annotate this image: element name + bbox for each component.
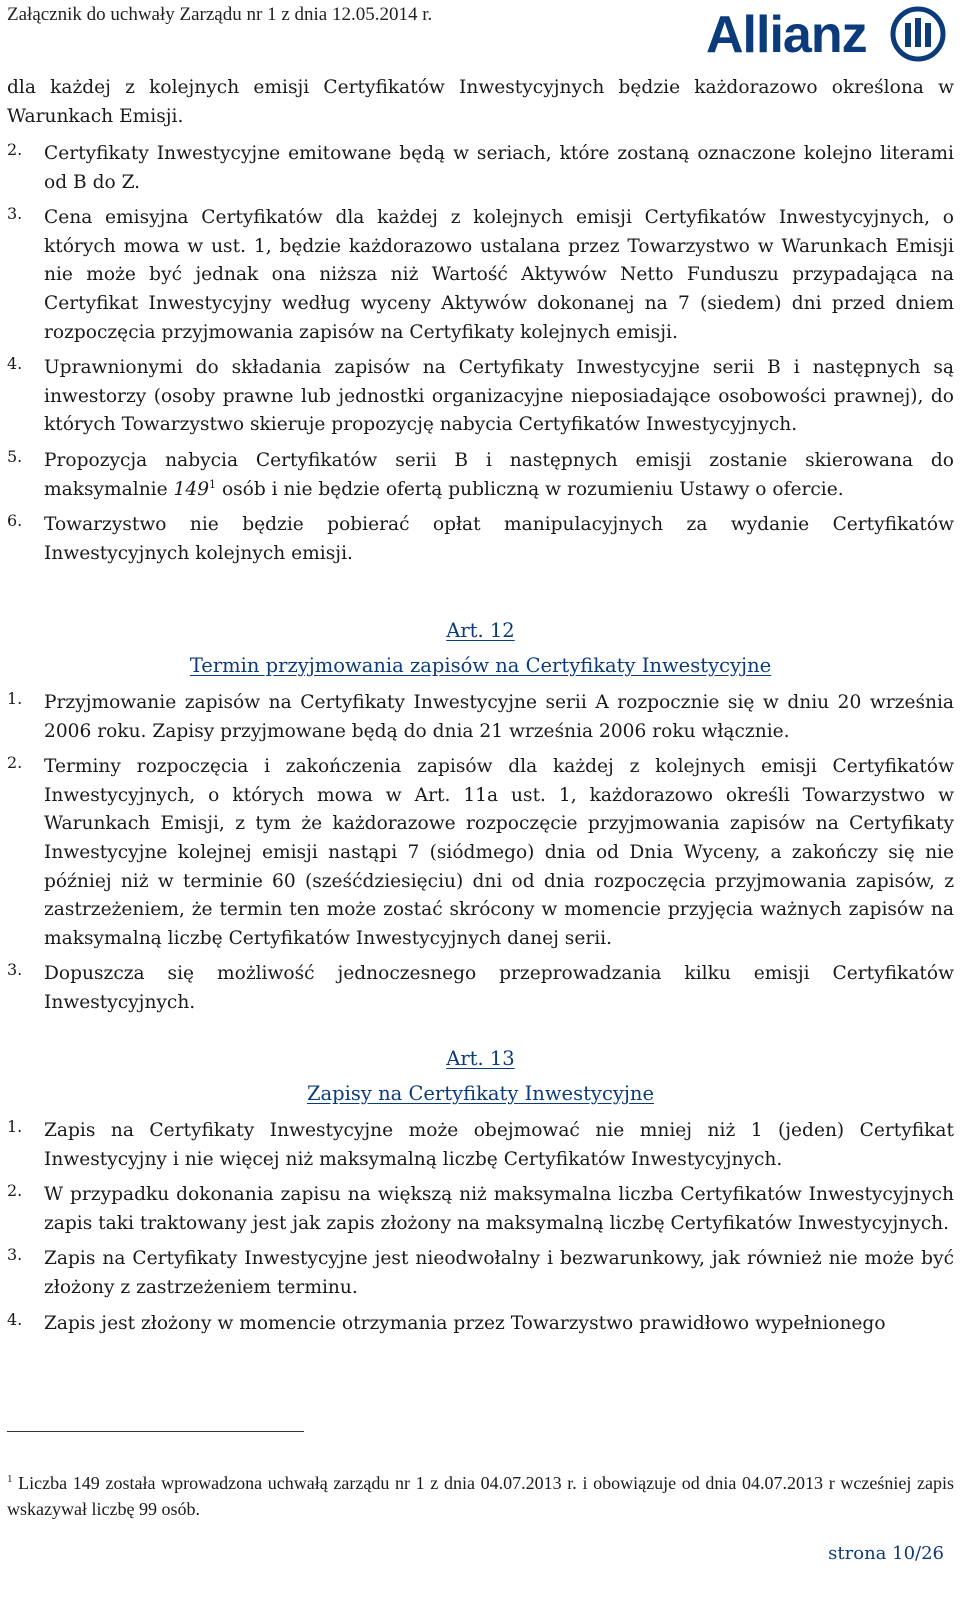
article-title: Zapisy na Certyfikaty Inwestycyjne [306, 1082, 655, 1105]
list-item [7, 447, 954, 504]
item-number: 3. [7, 1245, 23, 1265]
item-text: Zapis na Certyfikaty Inwestycyjne może obejmować nie mniej niż 1 (jeden) Certyfikat Inwestycyjny i nie więcej niż maksymalną liczbę Certyfikatów Inwestycyjnych. [44, 1120, 954, 1170]
allianz-eagle-icon [890, 6, 946, 62]
article-13 [7, 1044, 954, 1338]
footnote [7, 1470, 954, 1522]
item-text: Terminy rozpoczęcia i zakończenia zapisów dla każdej z kolejnych emisji Certyfikatów Inwestycyjnych, o których mowa w Art. 11a ust. 1, każdorazowo określi Towarzystwo w Warunkach Emisji, z tym że każdorazowe rozpoczęcie przyjmowania zapisów na Certyfikaty Inwestycyjne kolejnej emisji nastąpi 7 (siódmego) dnia od Dnia Wyceny, a zakończy się nie później niż w terminie 60 (sześćdziesięciu) dni od dnia rozpoczęcia przyjmowania zapisów, z zastrzeżeniem, że termin ten może zostać skrócony w momencie przyjęcia ważnych zapisów na maksymalną liczbę Certyfikatów Inwestycyjnych danej serii. [44, 756, 954, 949]
item-text: Towarzystwo nie będzie pobierać opłat manipulacyjnych za wydanie Certyfikatów Inwestycyjnych kolejnych emisji. [44, 514, 954, 564]
item-number: 4. [7, 1309, 23, 1329]
list-item [7, 1117, 954, 1174]
item-number: 1. [7, 689, 23, 708]
item-text: Cena emisyjna Certyfikatów dla każdej z kolejnych emisji Certyfikatów Inwestycyjnych, o których mowa w ust. 1, będzie każdorazowo ustalana przez Towarzystwo w Warunkach Emisji nie może być jednak ona niższa niż Wartość Aktywów Netto Funduszu przypadająca na Certyfikat Inwestycyjny według wyceny Aktywów dokonanej na 7 (siedem) dni przed dniem rozpoczęcia przyjmowania zapisów na Certyfikaty kolejnych emisji. [44, 207, 954, 343]
logo-wordmark: Allianz [706, 6, 867, 64]
item-number: 2. [7, 140, 23, 159]
list-item [7, 511, 954, 568]
attachment-note: Załącznik do uchwały Zarządu nr 1 z dnia 12.05.2014 r. [7, 4, 433, 25]
item-text: Dopuszcza się możliwość jednoczesnego przeprowadzania kilku emisji Certyfikatów Inwestycyjnych. [44, 963, 954, 1013]
item-number: 1. [7, 1117, 23, 1136]
intro-paragraph: dla każdej z kolejnych emisji Certyfikatów Inwestycyjnych będzie każdorazowo określona w Warunkach Emisji. [7, 77, 954, 127]
item-text: Zapis jest złożony w momencie otrzymania przez Towarzystwo prawidłowo wypełnionego [44, 1312, 886, 1334]
item-number: 5. [7, 446, 23, 466]
list-item [7, 1181, 954, 1238]
page-header [0, 0, 960, 70]
item-number: 2. [7, 753, 23, 773]
list-item [7, 204, 954, 347]
article-number: Art. 12 [446, 619, 515, 642]
item-text-part: Propozycja nabycia Certyfikatów serii B i następnych emisji zostanie skierowana do maksymalnie [44, 449, 954, 500]
footnote-divider [7, 1431, 304, 1432]
page-number: strona 10/26 [828, 1543, 944, 1564]
item-number: 3. [7, 960, 23, 980]
item-number: 4. [7, 354, 23, 374]
item-text: Uprawnionymi do składania zapisów na Certyfikaty Inwestycyjne serii B i następnych są inwestorzy (osoby prawne lub jednostki organizacyjne nieposiadające osobowości prawnej), do których Towarzystwo skieruje propozycję nabycia Certyfikatów Inwestycyjnych. [44, 357, 954, 436]
list-item [7, 140, 954, 197]
max-count-value: 149 [173, 478, 210, 500]
item-number: 6. [7, 511, 23, 531]
footnote-text: Liczba 149 została wprowadzona uchwałą zarządu nr 1 z dnia 04.07.2013 r. i obowiązuje od dnia 04.07.2013 r wcześniej zapis wskazywał liczbę 99 osób. [7, 1473, 954, 1519]
list-item [7, 753, 954, 953]
item-text-part: osób i nie będzie ofertą publiczną w rozumieniu Ustawy o ofercie. [216, 478, 844, 500]
item-text [44, 447, 954, 504]
list-item [7, 689, 954, 746]
footnote-marker: 1 [7, 1473, 13, 1485]
article-number: Art. 13 [446, 1047, 515, 1070]
list-item [7, 1245, 954, 1302]
section-continuation [7, 74, 954, 131]
footnote-ref: 1 [209, 477, 217, 491]
article-12 [7, 616, 954, 1018]
item-text: W przypadku dokonania zapisu na większą niż maksymalna liczba Certyfikatów Inwestycyjnych zapis taki traktowany jest jak zapis złożony na maksymalną liczbę Certyfikatów Inwestycyjnych. [44, 1184, 954, 1234]
list-item [7, 354, 954, 440]
article-title: Termin przyjmowania zapisów na Certyfikaty Inwestycyjne [189, 654, 772, 677]
item-text: Przyjmowanie zapisów na Certyfikaty Inwestycyjne serii A rozpocznie się w dniu 20 września 2006 roku. Zapisy przyjmowane będą do dnia 21 września 2006 roku włącznie. [44, 692, 954, 742]
item-number: 3. [7, 204, 23, 224]
list-item [7, 960, 954, 1017]
item-text: Certyfikaty Inwestycyjne emitowane będą w seriach, które zostaną oznaczone kolejno literami od B do Z. [44, 143, 954, 193]
item-text: Zapis na Certyfikaty Inwestycyjne jest nieodwołalny i bezwarunkowy, jak również nie może być złożony z zastrzeżeniem terminu. [44, 1248, 954, 1298]
item-number: 2. [7, 1181, 23, 1201]
list-item [7, 1310, 954, 1339]
list-a [7, 140, 954, 568]
